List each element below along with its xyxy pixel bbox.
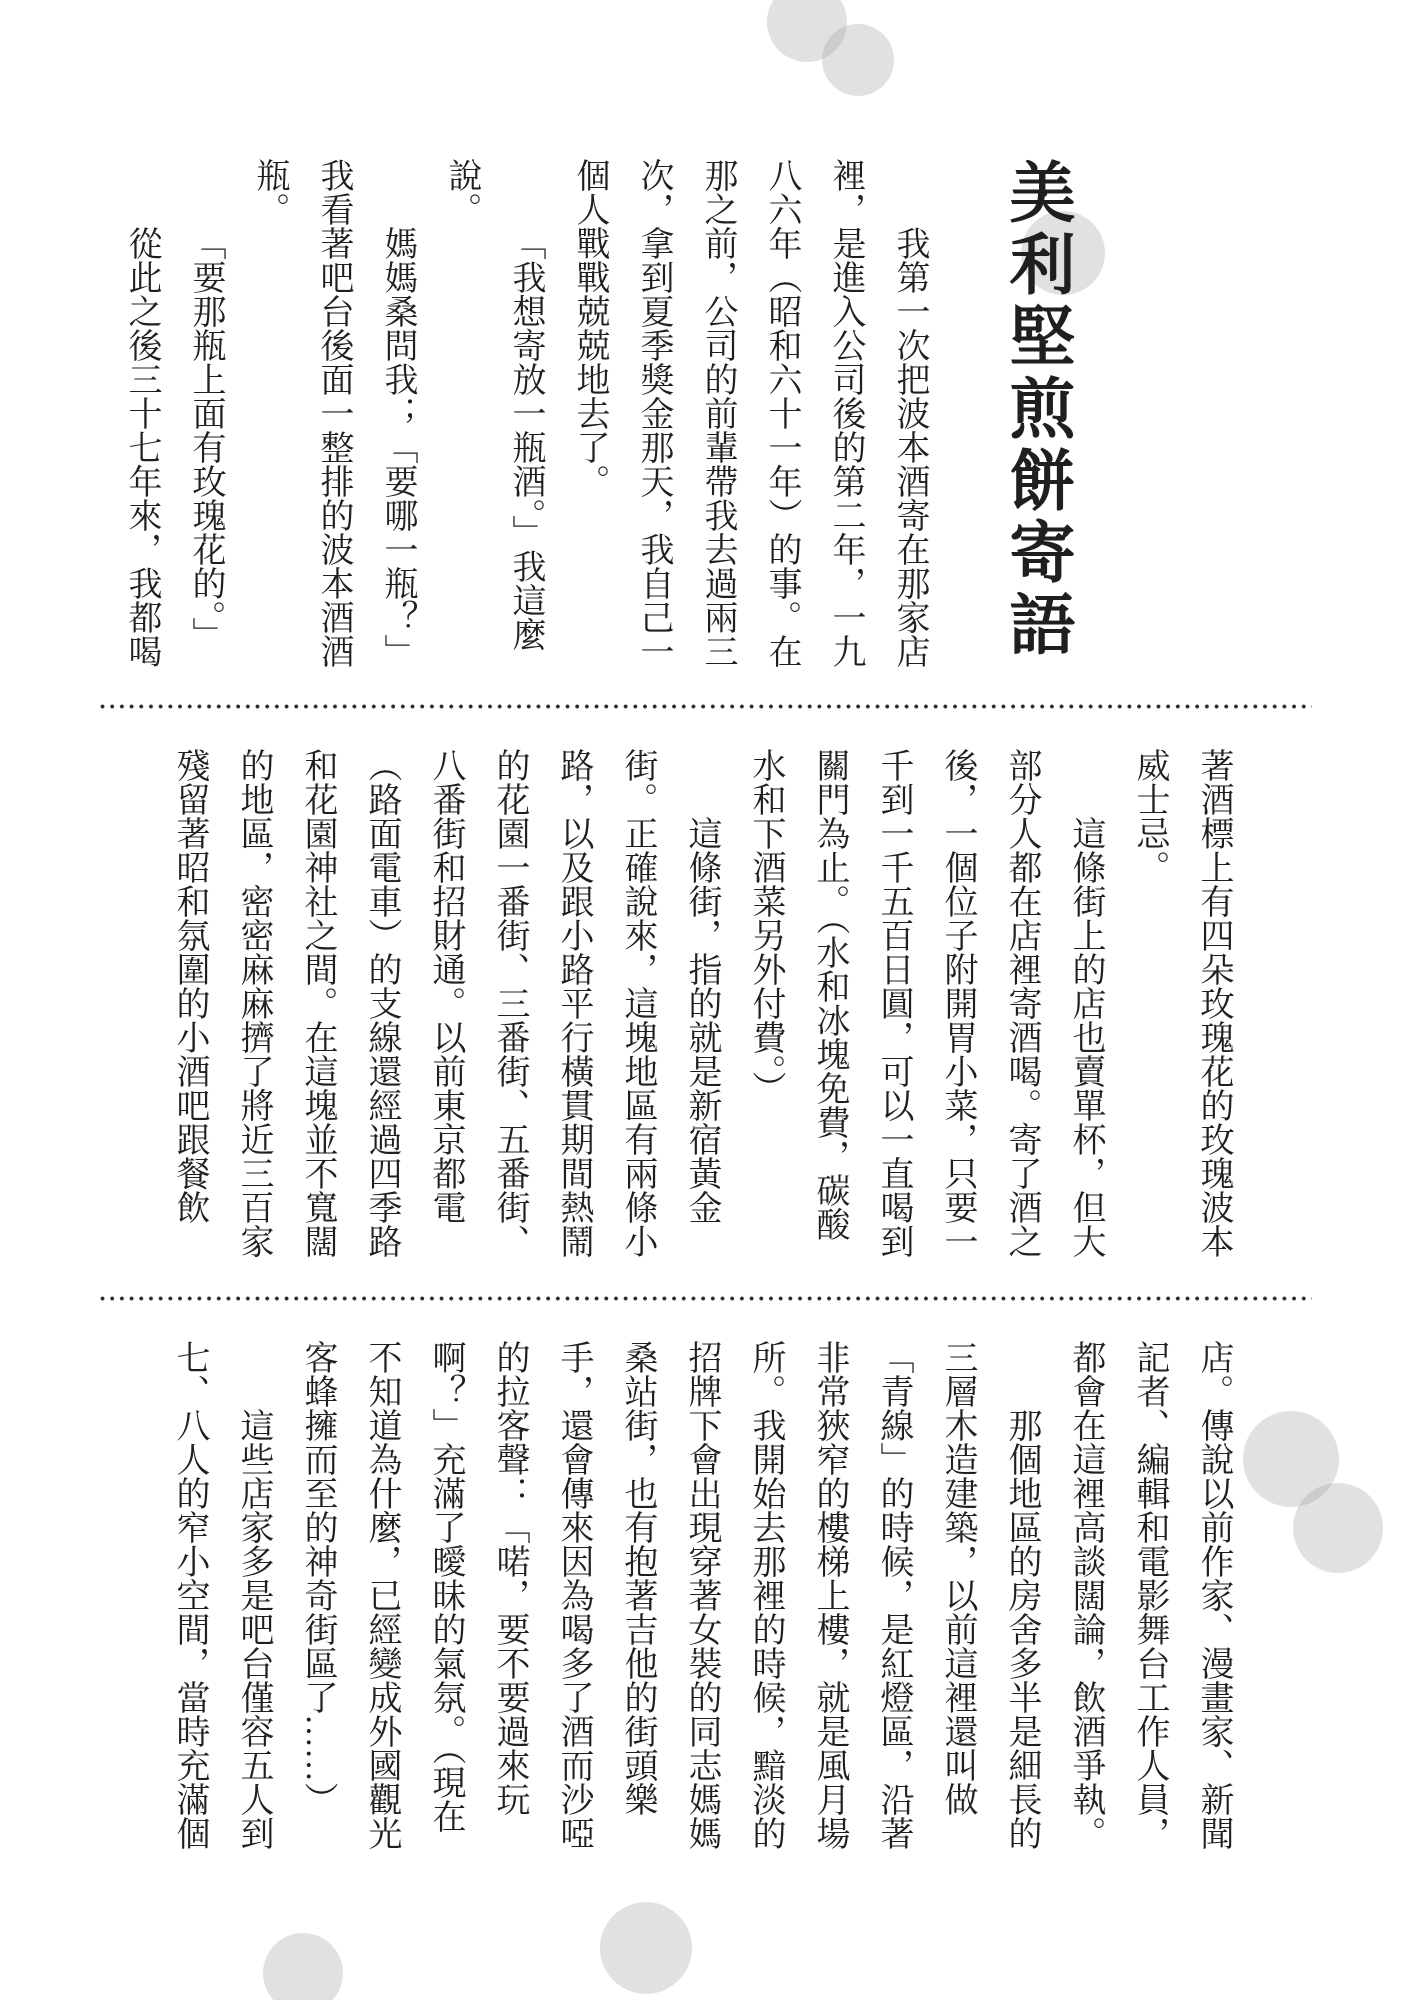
- section-bottom: [157, 1340, 1245, 1854]
- paragraph: 著酒標上有四朵玫瑰花的玫瑰波本威士忌。: [1131, 748, 1232, 1258]
- paragraph: 我第一次把波本酒寄在那家店裡，是進入公司後的第二年，一九八六年（昭和六十一年）的事。在那之前，公司的前輩帶我去過兩三次，拿到夏季獎金那天，我自己一個人戰戰兢兢地去了。: [571, 158, 928, 668]
- section-divider: [100, 1296, 1312, 1301]
- paragraph: 媽媽桑問我；「要哪一瓶？」我看著吧台後面一整排的波本酒酒瓶。: [251, 158, 416, 668]
- decor-circle: [1293, 1483, 1383, 1573]
- paragraph: 「要那瓶上面有玫瑰花的。」: [187, 226, 224, 651]
- paragraph: 從此之後三十七年來，我都喝: [123, 226, 160, 668]
- paragraph: 那個地區的房舍多半是細長的三層木造建築，以前這裡還叫做「青線」的時候，是紅燈區，沿著非常狹窄的樓梯上樓，就是風月場所。我開始去那裡的時候，黯淡的招牌下會出現穿著女裝的同志媽媽桑站街，也有抱著吉他的街頭樂手，還會傳來因為喝多了酒而沙啞的拉客聲：「喏，要不要過來玩啊？」充滿了曖昧的氣氛。（現在不知道為什麼，已經變成外國觀光客蜂擁而至的神奇街區了……）: [299, 1340, 1040, 1850]
- paragraph: 這些店家多是吧台僅容五人到七、八人的窄小空間，當時充滿個: [171, 1340, 272, 1850]
- decor-circle: [600, 1902, 692, 1994]
- section-divider: [100, 704, 1312, 709]
- chapter-title: 美利堅煎餅寄語: [999, 158, 1072, 662]
- paragraph: 這條街，指的就是新宿黃金街。正確說來，這塊地區有兩條小路，以及跟小路平行橫貫期間熱鬧的花園一番街、三番街、五番街、八番街和招財通。以前東京都電（路面電車）的支線還經過四季路和花園神社之間。在這塊並不寬闊的地區，密密麻麻擠了將近三百家殘留著昭和氛圍的小酒吧跟餐飲: [171, 748, 720, 1258]
- section-middle: [157, 748, 1245, 1262]
- decor-circle: [822, 24, 894, 96]
- paragraph: 店。傳說以前作家、漫畫家、新聞記者、編輯和電影舞台工作人員，都會在這裡高談闊論，飲酒爭執。: [1067, 1340, 1232, 1850]
- decor-circle: [263, 1933, 343, 2000]
- section-top: [109, 158, 1115, 678]
- paragraph: 這條街上的店也賣單杯，但大部分人都在店裡寄酒喝。寄了酒之後，一個位子附開胃小菜，只要一千到一千五百日圓，可以一直喝到關門為止。（水和冰塊免費，碳酸水和下酒菜另外付費。）: [747, 748, 1104, 1258]
- paragraph: 「我想寄放一瓶酒。」我這麼說。: [443, 158, 544, 651]
